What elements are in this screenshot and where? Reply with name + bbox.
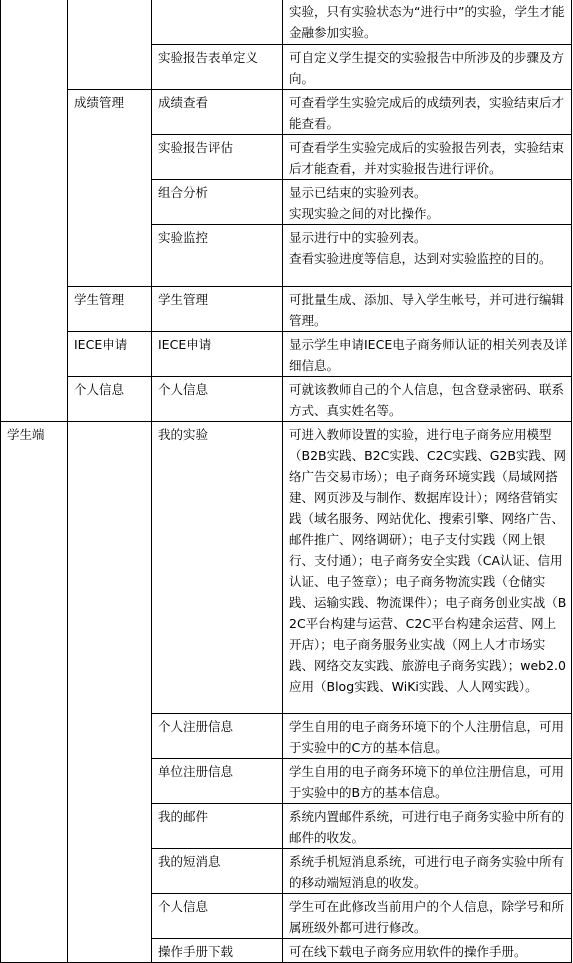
description-cell: 学生自用的电子商务环境下的个人注册信息，可用于实验中的C方的基本信息。	[283, 714, 572, 759]
function-cell	[152, 0, 283, 45]
module-cell	[68, 422, 152, 963]
description-cell: 可批量生成、添加、导入学生帐号，并可进行编辑管理。	[283, 287, 572, 332]
description-cell: 可就该教师自己的个人信息，包含登录密码、联系方式、真实姓名等。	[283, 377, 572, 422]
table-row	[1, 332, 572, 377]
description-cell: 学生可在此修改当前用户的个人信息，除学号和所属班级外都可进行修改。	[283, 894, 572, 939]
description-cell: 可查看学生实验完成后的成绩列表，实验结束后才能查看。	[283, 90, 572, 135]
function-cell: 操作手册下载	[152, 939, 283, 963]
table-row	[1, 422, 572, 714]
module-cell: 个人信息	[68, 377, 152, 422]
function-cell: 实验报告评估	[152, 135, 283, 180]
description-cell: 学生自用的电子商务环境下的单位注册信息，可用于实验中的B方的基本信息。	[283, 759, 572, 804]
function-cell: 我的实验	[152, 422, 283, 714]
function-cell: 我的短消息	[152, 849, 283, 894]
function-cell: 组合分析	[152, 180, 283, 225]
description-cell: 实验，只有实验状态为“进行中”的实验，学生才能金融参加实验。	[283, 0, 572, 45]
table-row	[1, 377, 572, 422]
module-cell	[68, 0, 152, 90]
function-cell: 单位注册信息	[152, 759, 283, 804]
table-row	[1, 0, 572, 45]
table-row	[1, 287, 572, 332]
module-cell: 成绩管理	[68, 90, 152, 287]
description-cell: 显示学生申请IECE电子商务师认证的相关列表及详细信息。	[283, 332, 572, 377]
function-cell: 成绩查看	[152, 90, 283, 135]
role-cell: 学生端	[1, 422, 68, 963]
function-cell: 个人信息	[152, 377, 283, 422]
module-cell: IECE申请	[68, 332, 152, 377]
function-cell: 学生管理	[152, 287, 283, 332]
role-cell	[1, 0, 68, 422]
function-cell: 个人注册信息	[152, 714, 283, 759]
function-cell: IECE申请	[152, 332, 283, 377]
module-cell: 学生管理	[68, 287, 152, 332]
description-cell: 显示已结束的实验列表。 实现实验之间的对比操作。	[283, 180, 572, 225]
description-cell: 显示进行中的实验列表。 查看实验进度等信息，达到对实验监控的目的。	[283, 225, 572, 287]
description-cell: 可自定义学生提交的实验报告中所涉及的步骤及方向。	[283, 45, 572, 90]
function-cell: 实验监控	[152, 225, 283, 287]
description-cell: 可查看学生实验完成后的实验报告列表，实验结束后才能查看，并对实验报告进行评价。	[283, 135, 572, 180]
function-cell: 个人信息	[152, 894, 283, 939]
description-cell: 系统手机短消息系统，可进行电子商务实验中所有的移动端短消息的收发。	[283, 849, 572, 894]
description-cell: 系统内置邮件系统，可进行电子商务实验中所有的邮件的收发。	[283, 804, 572, 849]
function-cell: 我的邮件	[152, 804, 283, 849]
function-cell: 实验报告表单定义	[152, 45, 283, 90]
description-cell: 可在线下载电子商务应用软件的操作手册。	[283, 939, 572, 963]
table-row	[1, 90, 572, 135]
description-cell: 可进入教师设置的实验，进行电子商务应用模型（B2B实践、B2C实践、C2C实践、G2B实践、网络广告交易市场）；电子商务环境实践（局域网搭建、网页涉及与制作、数据库设计）；网络营销实践（域名服务、网站优化、搜索引擎、网络广告、邮件推广、网络调研）；电子支付实践（网上银行、支付通）；电子商务安全实践（CA认证、信用认证、电子签章）；电子商务物流实践（仓储实践、运输实践、物流课件）；电子商务创业实战（B2C平台构建与运营、C2C平台构建余运营、网上开店）；电子商务服务业实战（网上人才市场实践、网络交友实践、旅游电子商务实践）；web2.0应用（Blog实践、WiKi实践、人人网实践）。	[283, 422, 572, 714]
